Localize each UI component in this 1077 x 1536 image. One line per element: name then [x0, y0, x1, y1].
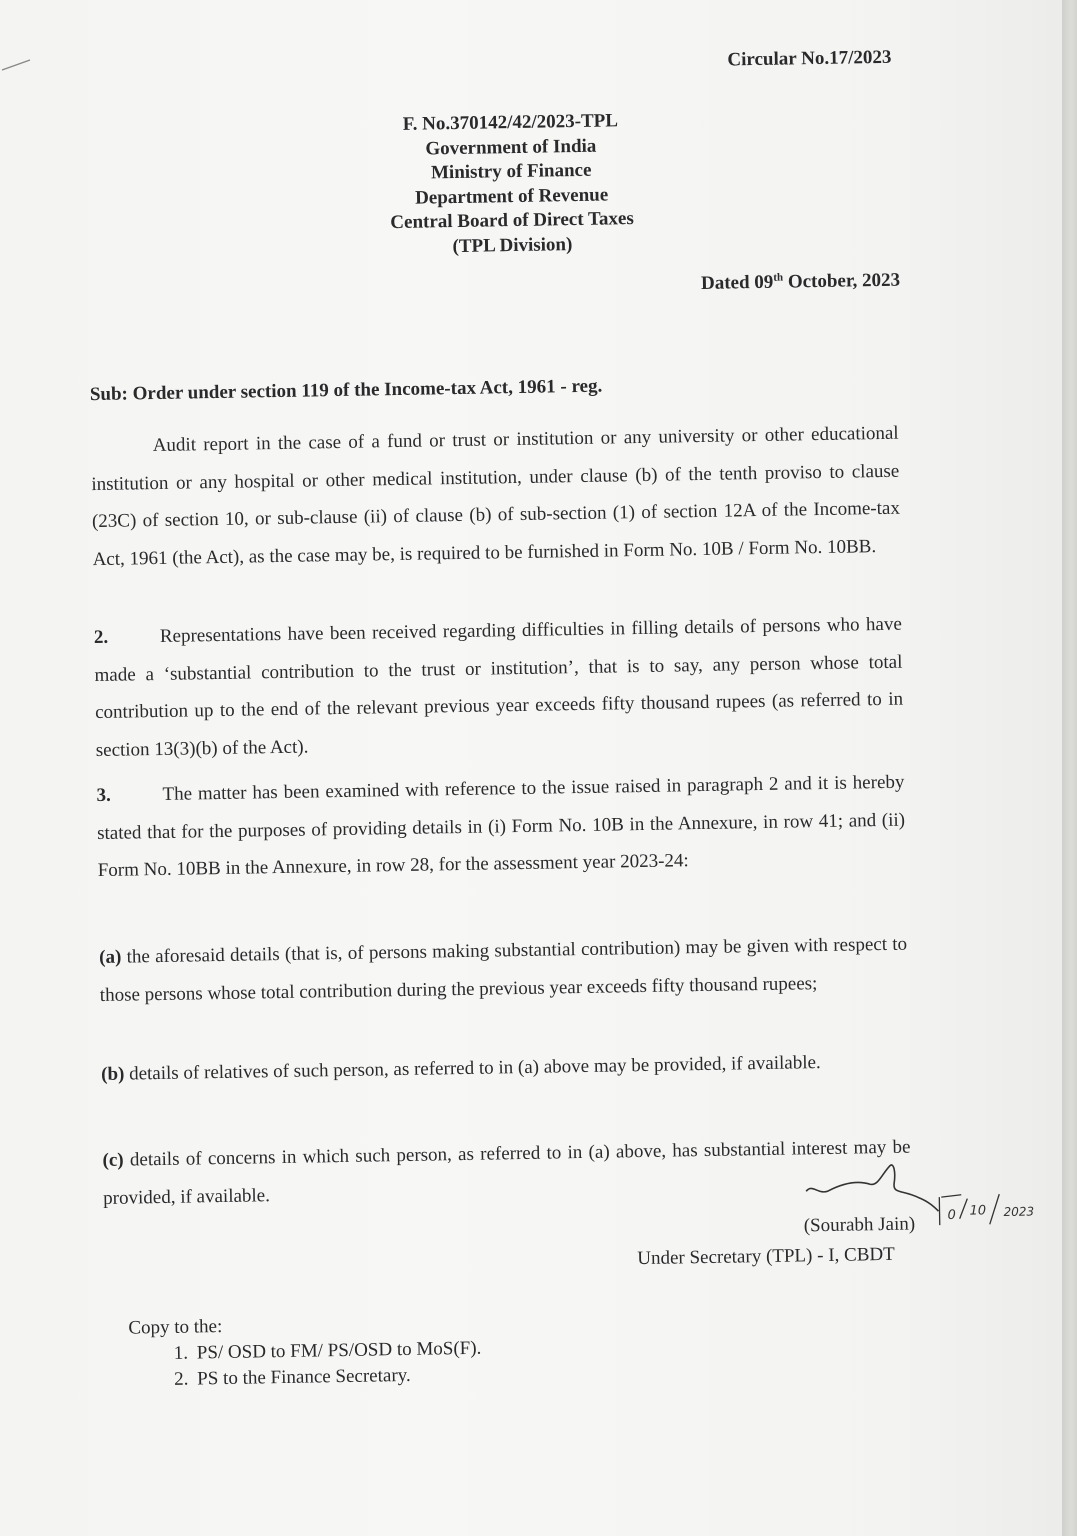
copy-to-label: Copy to the:	[128, 1316, 223, 1339]
date-rest: October, 2023	[782, 269, 901, 293]
svg-text:10: 10	[969, 1203, 987, 1219]
paragraph-text: The matter has been examined with reference to the issue raised in paragraph 2 and it is hereby stated that for the purposes of providing details in (i) Form No. 10B in the Annexure, in row 41; and (ii) Form No. 10BB in the Annexure, in row 28, for the assessment year 2023-24:	[96, 771, 906, 882]
paragraph-text: Representations have been received regarding difficulties in filling details of persons who have made a ‘substantial contribution to the trust or institution’, that is to say, any person whose total contribution up to the end of the relevant previous year exceeds fifty thousand rupees (as referred to in section 13(3)(b) of the Act).	[94, 613, 904, 761]
date-prefix: Dated 09	[700, 271, 774, 294]
division-line: (TPL Division)	[452, 234, 573, 258]
department-line: Department of Revenue	[414, 184, 609, 209]
list-item: 2. PS to the Finance Secretary.	[193, 1362, 482, 1393]
svg-text:0: 0	[947, 1207, 957, 1223]
circular-number: Circular No.17/2023	[727, 46, 892, 71]
board-line: Central Board of Direct Taxes	[390, 208, 634, 234]
handwritten-date	[933, 1183, 1062, 1235]
clause-label: (b)	[100, 1063, 125, 1085]
letterhead	[290, 107, 732, 262]
copy-to-list	[129, 1336, 482, 1394]
government-line: Government of India	[425, 135, 597, 160]
page-edge	[1062, 0, 1077, 1536]
signatory-name: (Sourabh Jain)	[803, 1213, 916, 1237]
clause-label: (c)	[102, 1149, 124, 1171]
paragraph-3	[96, 764, 906, 890]
clause-text: details of concerns in which such person, as referred to in (a) above, has substantial interest may be provided, if available.	[103, 1136, 911, 1209]
date-line	[701, 270, 900, 295]
ministry-line: Ministry of Finance	[430, 159, 592, 184]
signatory-designation: Under Secretary (TPL) - I, CBDT	[637, 1243, 895, 1270]
clause-text: details of relatives of such person, as referred to in (a) above may be provided, if available.	[124, 1052, 821, 1085]
paragraph-number: 2.	[93, 626, 109, 649]
date-ordinal: th	[773, 271, 784, 284]
paragraph-1: Audit report in the case of a fund or trust or institution or any university or other educational institution or any hospital or other medical institution, under clause (b) of the tenth proviso to clause (23C) of section 10, or sub-clause (ii) of clause (b) of sub-section (1) of section 12A of the Income-tax Act, 1961 (the Act), as the case may be, is required to be furnished in Form No. 10B / Form No. 10BB.	[91, 422, 901, 570]
list-item: 1. PS/ OSD to FM/ PS/OSD to MoS(F).	[193, 1336, 482, 1367]
clause-text: the aforesaid details (that is, of persons making substantial contribution) may be given with respect to those persons whose total contribution during the previous year exceeds fifty thousand rupees;	[99, 933, 908, 1006]
clause-a	[99, 926, 908, 1014]
paragraph-2	[94, 606, 904, 769]
paragraph-number: 3.	[96, 784, 111, 807]
copy-to-section	[128, 1310, 482, 1394]
svg-text:2023: 2023	[1003, 1204, 1035, 1220]
clause-label: (a)	[99, 946, 122, 969]
file-number: F. No.370142/42/2023-TPL	[402, 110, 619, 135]
clause-b	[101, 1043, 910, 1094]
subject-line: Sub: Order under section 119 of the Income-tax Act, 1961 - reg.	[89, 375, 603, 406]
clause-c	[102, 1129, 911, 1217]
